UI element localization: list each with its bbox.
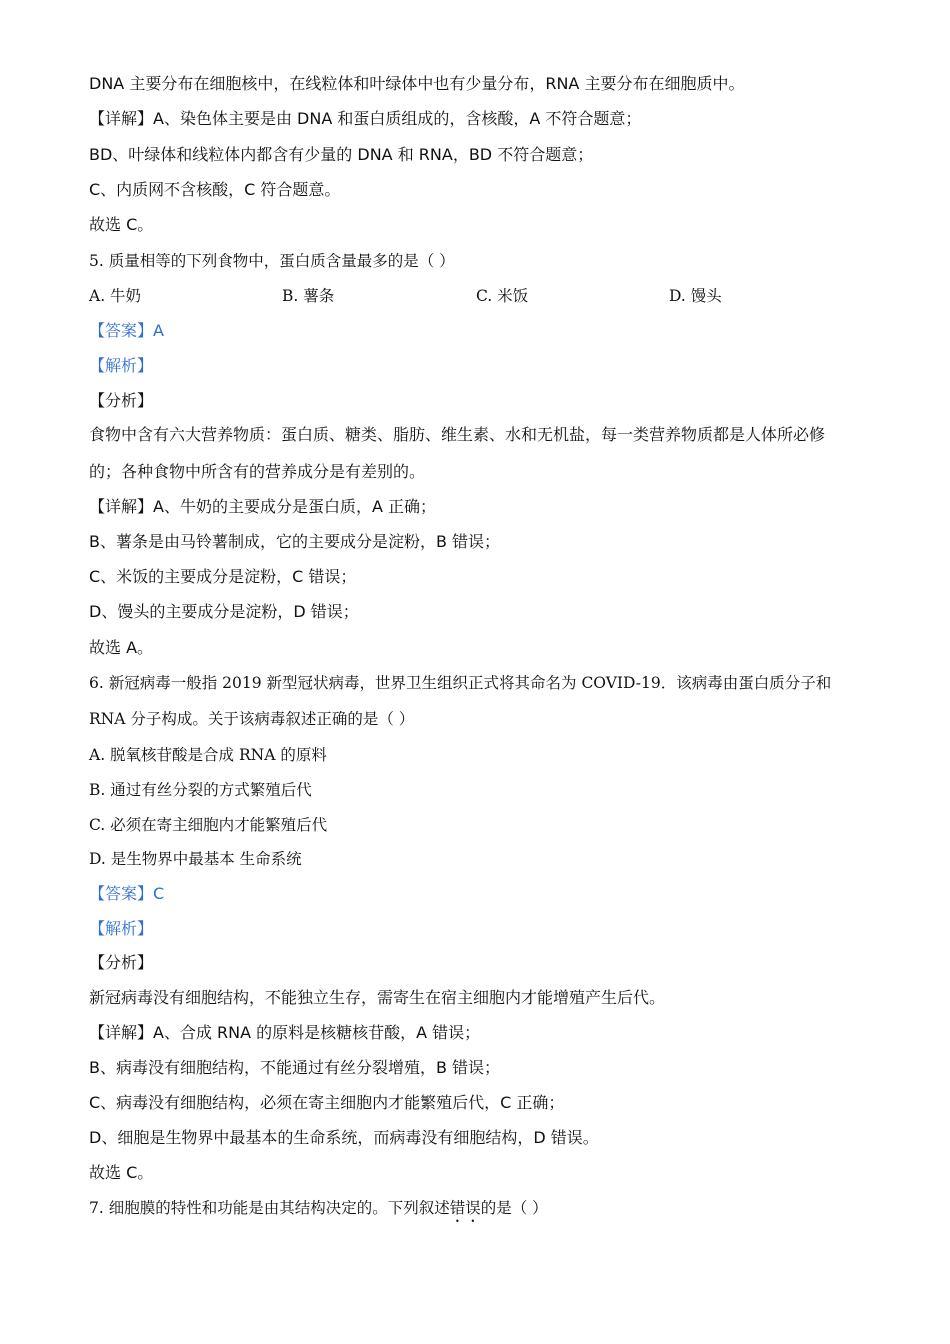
q4-continuation: DNA 主要分布在细胞核中，在线粒体和叶绿体中也有少量分布，RNA 主要分布在细胞质中。: [89, 74, 745, 93]
q5-detail-c: C、米饭的主要成分是淀粉，C 错误；: [89, 567, 357, 586]
q7-emphasized-word: 错误: [449, 1199, 481, 1217]
q5-detail-d: D、馒头的主要成分是淀粉，D 错误；: [89, 602, 359, 621]
q6-option-b: B. 通过有丝分裂的方式繁殖后代: [89, 781, 312, 799]
q6-option-c: C. 必须在寄主细胞内才能繁殖后代: [89, 816, 328, 834]
q5-analysis-line-2: 的；各种食物中所含有的营养成分是有差别的。: [89, 462, 426, 481]
q5-option-c: C. 米饭: [476, 287, 529, 305]
q6-stem-line-2: RNA 分子构成。关于该病毒叙述正确的是（ ）: [89, 710, 415, 728]
q6-detail-c: C、病毒没有细胞结构，必须在寄主细胞内才能繁殖后代，C 正确；: [89, 1093, 565, 1112]
q5-jiexi-heading: 【解析】: [89, 356, 154, 375]
q4-detail-c: C、内质网不含核酸，C 符合题意。: [89, 180, 341, 199]
q5-option-a: A. 牛奶: [89, 287, 142, 305]
q6-detail-a: 【详解】A、合成 RNA 的原料是核糖核苷酸，A 错误；: [89, 1023, 481, 1042]
q5-detail-b: B、薯条是由马铃薯制成，它的主要成分是淀粉，B 错误；: [89, 532, 501, 551]
q6-detail-b: B、病毒没有细胞结构，不能通过有丝分裂增殖，B 错误；: [89, 1058, 501, 1077]
q5-conclusion: 故选 A。: [89, 638, 154, 657]
q5-option-d: D. 馒头: [669, 287, 722, 305]
q4-detail-bd: BD、叶绿体和线粒体内都含有少量的 DNA 和 RNA，BD 不符合题意；: [89, 145, 594, 164]
q6-detail-d: D、细胞是生物界中最基本的生命系统，而病毒没有细胞结构，D 错误。: [89, 1128, 599, 1147]
q5-answer: 【答案】A: [89, 321, 164, 340]
q6-stem-line-1: 6. 新冠病毒一般指 2019 新型冠状病毒，世界卫生组织正式将其命名为 COVID-19．该病毒由蛋白质分子和: [89, 674, 832, 692]
q7-stem-suffix: 的是（ ）: [480, 1199, 548, 1217]
q7-stem: [89, 1197, 548, 1226]
q5-analysis-line-1: 食物中含有六大营养物质：蛋白质、糖类、脂肪、维生素、水和无机盐，每一类营养物质都是人体所必修: [89, 425, 826, 444]
q5-option-b: B. 薯条: [282, 287, 335, 305]
q6-analysis: 新冠病毒没有细胞结构，不能独立生存，需寄生在宿主细胞内才能增殖产生后代。: [89, 988, 666, 1007]
q4-conclusion: 故选 C。: [89, 215, 154, 234]
q5-detail-a: 【详解】A、牛奶的主要成分是蛋白质，A 正确；: [89, 497, 436, 516]
q6-answer: 【答案】C: [89, 884, 165, 903]
q6-fenxi-heading: 【分析】: [89, 953, 154, 972]
q6-conclusion: 故选 C。: [89, 1163, 154, 1182]
q4-detail-a: 【详解】A、染色体主要是由 DNA 和蛋白质组成的，含核酸，A 不符合题意；: [89, 109, 642, 128]
q6-option-a: A. 脱氧核苷酸是合成 RNA 的原料: [89, 746, 327, 764]
q7-stem-prefix: 7. 细胞膜的特性和功能是由其结构决定的。下列叙述: [89, 1199, 450, 1217]
q6-option-d: D. 是生物界中最基本 生命系统: [89, 850, 302, 868]
q5-stem: 5. 质量相等的下列食物中，蛋白质含量最多的是（ ）: [89, 252, 455, 270]
q5-fenxi-heading: 【分析】: [89, 391, 154, 410]
q6-jiexi-heading: 【解析】: [89, 919, 154, 938]
